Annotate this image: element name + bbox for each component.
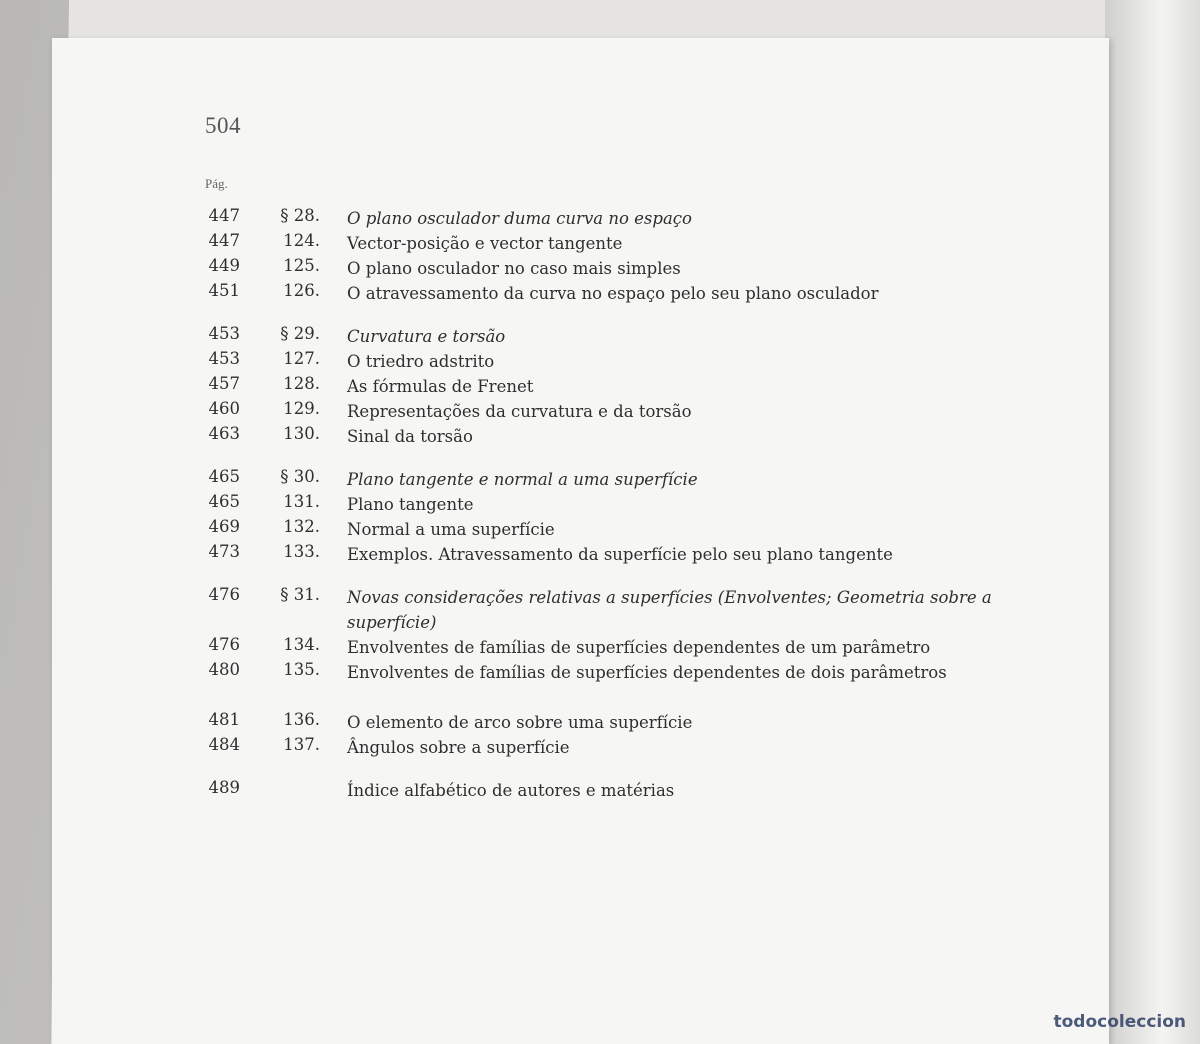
toc-page: 451: [208, 281, 240, 300]
toc-title: Plano tangente e normal a uma superfície: [347, 470, 698, 489]
toc-page: 457: [208, 374, 240, 393]
toc-number: 137.: [283, 735, 320, 754]
toc-title: Exemplos. Atravessamento da superfície pelo seu plano tangente: [347, 545, 893, 564]
toc-entry: [52, 324, 1109, 349]
toc-entry: [52, 660, 1109, 710]
toc-page: 476: [208, 585, 240, 604]
toc-entry: [52, 374, 1109, 399]
toc-entry: [52, 206, 1109, 231]
page-curl: [1105, 0, 1200, 1044]
toc-page: 489: [208, 778, 240, 797]
toc-page: 463: [208, 424, 240, 443]
toc-page: 465: [208, 492, 240, 511]
toc-page: 447: [208, 206, 240, 225]
page-number: 504: [205, 113, 241, 138]
toc-number: 124.: [283, 231, 320, 250]
toc-title: Sinal da torsão: [347, 427, 473, 446]
toc-number: § 29.: [280, 324, 320, 343]
pag-column-label: Pág.: [205, 176, 228, 191]
toc-entry: [52, 778, 1109, 803]
toc-title: Representações da curvatura e da torsão: [347, 402, 692, 421]
toc-page: 449: [208, 256, 240, 275]
toc-title: Envolventes de famílias de superfícies dependentes de dois parâmetros: [347, 663, 947, 682]
toc-number: 131.: [283, 492, 320, 511]
toc-number: § 30.: [280, 467, 320, 486]
toc-entry: [52, 492, 1109, 517]
toc-number: 127.: [283, 349, 320, 368]
toc-page: 447: [208, 231, 240, 250]
toc-title: O atravessamento da curva no espaço pelo seu plano osculador: [347, 284, 879, 303]
toc-entry: [52, 542, 1109, 567]
toc-number: 133.: [283, 542, 320, 561]
toc-number: 125.: [283, 256, 320, 275]
toc-number: 129.: [283, 399, 320, 418]
table-of-contents: [52, 206, 1109, 803]
toc-page: 476: [208, 635, 240, 654]
toc-number: 128.: [283, 374, 320, 393]
toc-entry: [52, 635, 1109, 660]
toc-number: 135.: [283, 660, 320, 679]
toc-title: As fórmulas de Frenet: [347, 377, 534, 396]
toc-title: Curvatura e torsão: [347, 327, 506, 346]
toc-page: 480: [208, 660, 240, 679]
toc-page: 460: [208, 399, 240, 418]
toc-title: O elemento de arco sobre uma superfície: [347, 713, 693, 732]
toc-page: 465: [208, 467, 240, 486]
toc-title: O triedro adstrito: [347, 352, 495, 371]
toc-number: 134.: [283, 635, 320, 654]
toc-page: 481: [208, 710, 240, 729]
toc-entry: [52, 467, 1109, 492]
toc-page: 453: [208, 324, 240, 343]
toc-entry: [52, 281, 1109, 306]
toc-title: Vector-posição e vector tangente: [347, 234, 623, 253]
toc-page: 473: [208, 542, 240, 561]
toc-title: Normal a uma superfície: [347, 520, 555, 539]
toc-entry: [52, 517, 1109, 542]
toc-entry: [52, 710, 1109, 735]
toc-number: 136.: [283, 710, 320, 729]
toc-entry: [52, 735, 1109, 760]
toc-entry: [52, 349, 1109, 374]
watermark: todocoleccion: [1053, 1012, 1186, 1032]
toc-title: O plano osculador no caso mais simples: [347, 259, 681, 278]
toc-entry: [52, 424, 1109, 449]
toc-number: 126.: [283, 281, 320, 300]
toc-title: Envolventes de famílias de superfícies dependentes de um parâmetro: [347, 638, 931, 657]
toc-title: O plano osculador duma curva no espaço: [347, 209, 692, 228]
toc-page: 453: [208, 349, 240, 368]
toc-number: § 31.: [280, 585, 320, 604]
toc-title: Novas considerações relativas a superfícies (Envolventes; Geometria sobre a superfície): [347, 588, 992, 632]
toc-number: 132.: [283, 517, 320, 536]
toc-title: Plano tangente: [347, 495, 474, 514]
book-page: [52, 38, 1109, 1044]
toc-title: Índice alfabético de autores e matérias: [347, 781, 675, 800]
toc-page: 484: [208, 735, 240, 754]
toc-page: 469: [208, 517, 240, 536]
toc-number: § 28.: [280, 206, 320, 225]
toc-entry: [52, 585, 1109, 635]
toc-entry: [52, 399, 1109, 424]
toc-entry: [52, 231, 1109, 256]
toc-title: Ângulos sobre a superfície: [347, 738, 570, 757]
toc-number: 130.: [283, 424, 320, 443]
toc-entry: [52, 256, 1109, 281]
